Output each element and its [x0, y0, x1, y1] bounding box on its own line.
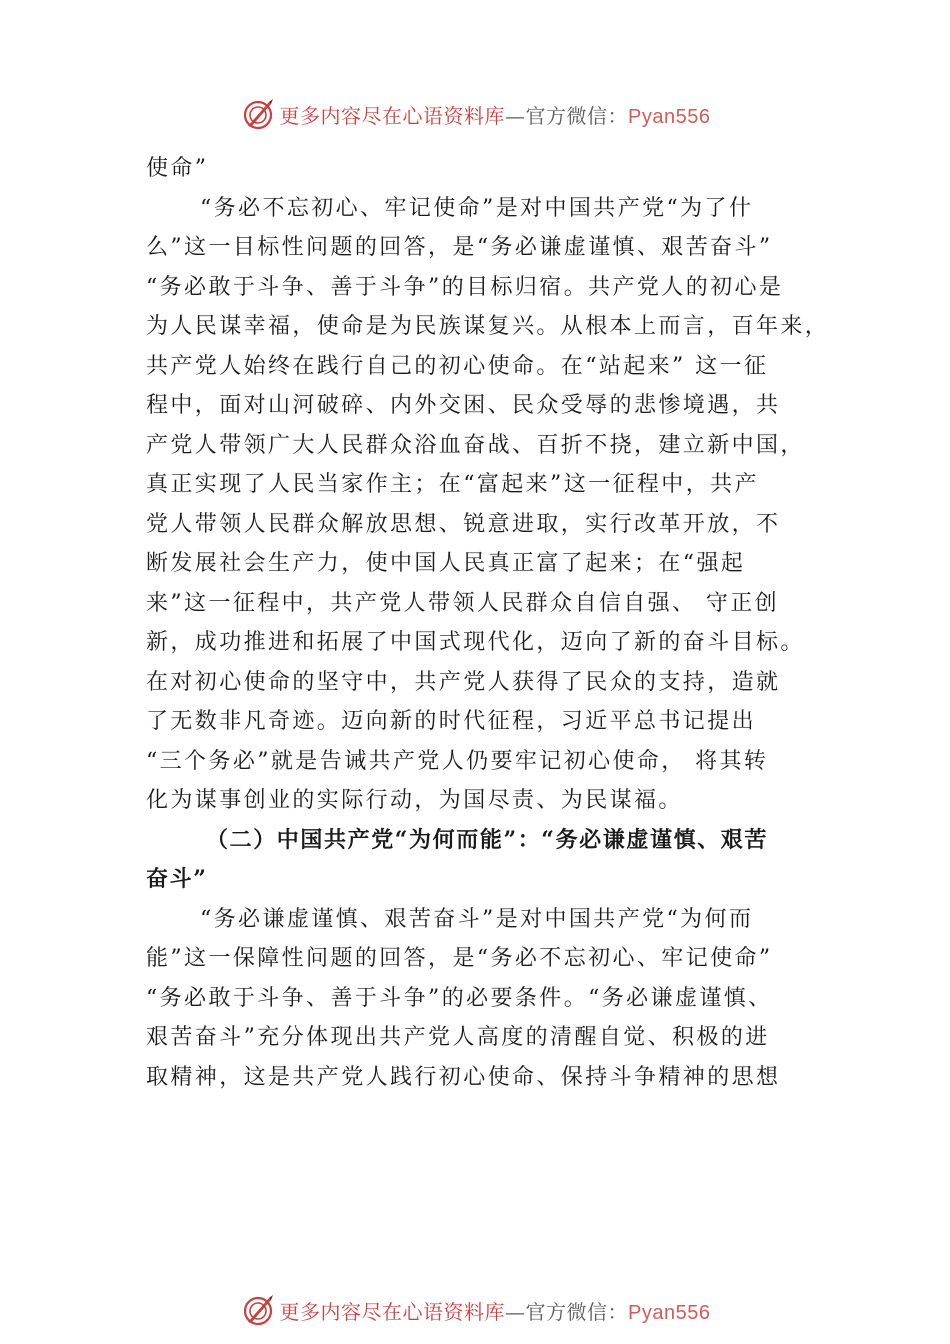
text-line: 使命” [146, 156, 209, 181]
text-line: 真正实现了人民当家作主；在“富起来”这一征程中，共产 [146, 472, 759, 497]
text-line: 党人带领人民群众解放思想、锐意进取，实行改革开放，不 [146, 511, 781, 537]
text-line: 么”这一目标性问题的回答，是“务必谦虚谨慎、艰苦奋斗” [146, 235, 773, 260]
text-line: 在对初心使命的坚守中，共产党人获得了民众的支持，造就 [146, 669, 781, 695]
paragraph-start: “务必不忘初心、牢记使命”是对中国共产党“为了什 [200, 195, 754, 221]
text-line: 能”这一保障性问题的回答，是“务必不忘初心、牢记使命” [146, 946, 773, 971]
text-line: 产党人带领广大人民群众浴血奋战、百折不挠，建立新中国， [146, 432, 805, 458]
footer-wechat-id: Pyan556 [628, 1301, 711, 1324]
text-line: 化为谋事创业的实际行动，为国尽责、为民谋福。 [146, 788, 683, 813]
text-line: 来”这一征程中，共产党人带领人民群众自信自强、 守正创 [146, 590, 780, 616]
text-line: 了无数非凡奇迹。迈向新的时代征程，习近平总书记提出 [146, 709, 757, 734]
section-heading-continued: 奋斗” [146, 866, 208, 892]
paragraph-start: “务必谦虚谨慎、艰苦奋斗”是对中国共产党“为何而 [200, 906, 754, 932]
brand-logo-icon [240, 1292, 276, 1328]
text-line: “务必敢于斗争、善于斗争”的目标归宿。共产党人的初心是 [146, 274, 784, 300]
text-line: 取精神，这是共产党人践行初心使命、保持斗争精神的思想 [146, 1064, 781, 1090]
footer-banner [0, 1288, 950, 1332]
header-text [280, 100, 711, 129]
text-line: 艰苦奋斗”充分体现出共产党人高度的清醒自觉、积极的进 [146, 1025, 770, 1050]
brand-logo-icon [240, 96, 276, 132]
text-line: 新，成功推进和拓展了中国式现代化，迈向了新的奋斗目标。 [146, 630, 805, 655]
text-line: 程中，面对山河破碎、内外交困、民众受辱的悲惨境遇，共 [146, 393, 781, 418]
header-wechat-id: Pyan556 [628, 105, 711, 128]
document-body [146, 149, 836, 1097]
text-line: 共产党人始终在践行自己的初心使命。在“站起来” 这一征 [146, 353, 769, 379]
footer-official-label: —官方微信： [505, 1299, 629, 1324]
section-heading: （二）中国共产党“为何而能”：“务必谦虚谨慎、艰苦 [206, 826, 768, 853]
text-line: 断发展社会生产力，使中国人民真正富了起来；在“强起 [146, 551, 746, 576]
text-line: “三个务必”就是告诫共产党人仍要牢记初心使命， 将其转 [146, 748, 769, 774]
text-line: 为人民谋幸福，使命是为民族谋复兴。从根本上而言，百年来， [146, 314, 830, 339]
header-banner [0, 92, 950, 136]
header-brand: 更多内容尽在心语资料库 [279, 103, 506, 128]
text-line: “务必敢于斗争、善于斗争”的必要条件。“务必谦虚谨慎、 [146, 985, 773, 1011]
footer-text [280, 1296, 711, 1325]
header-official-label: —官方微信： [505, 103, 629, 128]
footer-brand: 更多内容尽在心语资料库 [279, 1299, 506, 1324]
